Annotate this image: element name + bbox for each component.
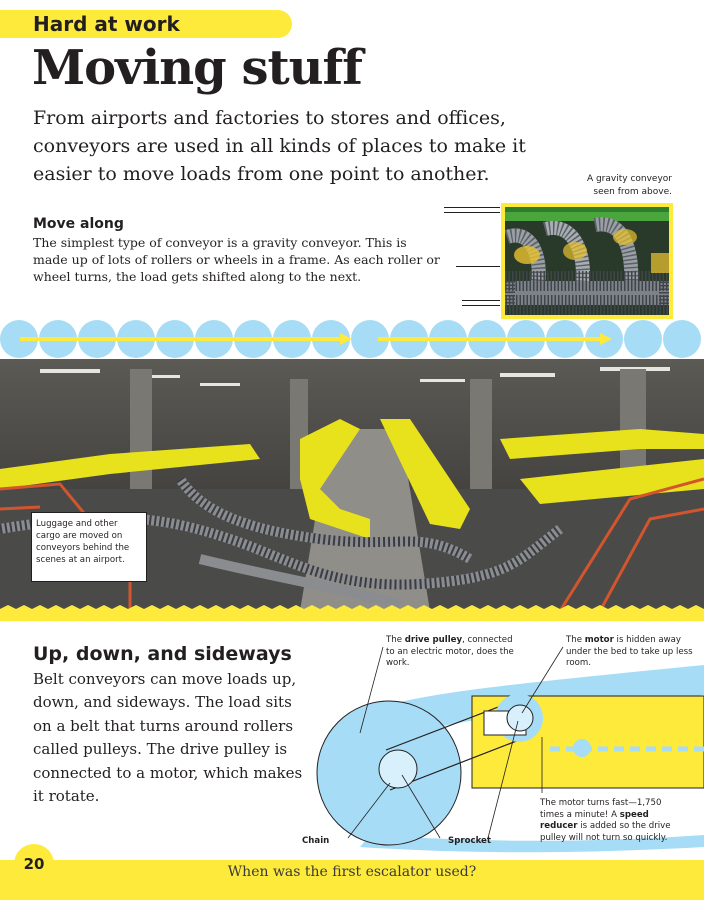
drive-pulley-annotation: The drive pulley, connected to an electric motor, does the work. xyxy=(386,635,514,668)
up-down-heading: Up, down, and sideways xyxy=(33,643,292,665)
move-along-body: The simplest type of conveyor is a gravity conveyor. This is made up of lots of rollers or wheels in a frame. As each roller or wheel turns, the load gets shifted along to the next. xyxy=(33,235,440,284)
leader-line xyxy=(444,212,500,213)
leader-line xyxy=(462,305,500,306)
leader-line xyxy=(456,266,500,267)
intro-paragraph: From airports and factories to stores and offices, conveyors are used in all kinds of places to make it easier to move loads from one point to another. xyxy=(33,107,526,185)
section-tab-label: Hard at work xyxy=(33,12,180,36)
gravity-conveyor-photo xyxy=(501,203,673,319)
roller-band-decoration xyxy=(0,318,704,360)
up-down-body: Belt conveyors can move loads up, down, and sideways. The load sits on a belt that turns around rollers called pulleys. The drive pulley is connected to a motor, which makes it rotate. xyxy=(33,670,303,806)
leader-line xyxy=(462,300,500,301)
footer-question: When was the first escalator used? xyxy=(227,864,477,880)
page-title: Moving stuff xyxy=(32,40,362,96)
motor-annotation: The motor is hidden away under the bed to take up less room. xyxy=(566,635,693,668)
gravity-conveyor-caption: A gravity conveyor seen from above. xyxy=(586,174,672,197)
divider-band xyxy=(0,605,704,621)
section-tab xyxy=(0,10,292,38)
leader-line xyxy=(444,207,500,208)
chain-label: Chain xyxy=(302,836,330,846)
luggage-caption: Luggage and other cargo are moved on conveyors behind the scenes at an airport. xyxy=(31,512,147,582)
motor-speed-annotation: The motor turns fast—1,750 times a minute! A speed reducer is added so the drive pulley will not turn so quickly. xyxy=(540,798,671,843)
sprocket-label: Sprocket xyxy=(448,836,491,846)
move-along-heading: Move along xyxy=(33,216,124,232)
page-number: 20 xyxy=(14,844,54,884)
